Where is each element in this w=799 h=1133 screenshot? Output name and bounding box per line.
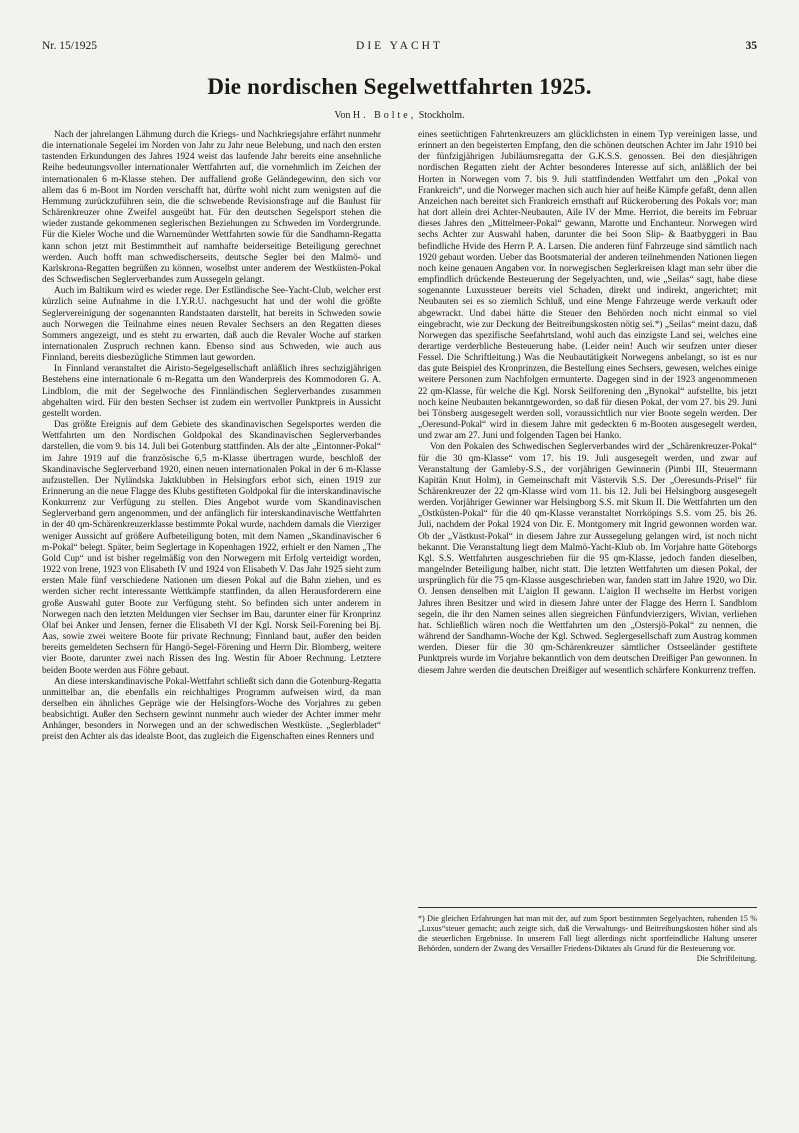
paragraph: eines seetüchtigen Fahrtenkreuzers am glücklichsten in einem Typ vereinigen lasse, und erinnert an den begeisterten Empfang, den die schönen deutschen Achter im Jahr 1910 bei der fünfzigjährigen Jubiläumsregatta der G.K.S.S. genossen. Bei den diesjährigen nordischen Regatten zieht der Achter besonderes Interesse auf sich, anläßlich der bei Horten in Norwegen vom 7. bis 9. Juli stattfindenden Wettfahrt um den „Pokal von Frankreich“, und die Norweger machen sich auch hier auf heiße Kämpfe gefaßt, denn allen Anzeichen nach bereitet sich Frankreich ernsthaft auf Rückeroberung des Pokals vor; man hat dort allein drei Achter-Neubauten, Aile IV der Mme. Herriot, die bereits im Februar dieses Jahres den „Mittelmeer-Pokal“ gewann, Marotte und Enchanteur. Norwegen wird sechs Achter zur Auswahl haben, darunter die bei Soon Slip- & Baatbyggeri in Bau befindliche Hvide des Herrn P. A. Larsen. Die anderen fünf Fahrzeuge sind sämtlich nach 1920 gebaut worden. Ueber das Bootsmaterial der anderen teilnehmenden Nationen liegen noch keine genauen Angaben vor. In norwegischen Seglerkreisen klagt man sehr über die empfindlich drückende Besteuerung der Segelyachten, und, wie „Seilas“ sagt, habe diese sogenannte Luxussteuer bereits viel Schaden, direkt und indirekt, angerichtet; mit Neubauten sei es so ziemlich Schluß, und eine Menge Fahrzeuge werde verkauft oder abgewrackt. Und dabei hätte die Steuer den Behörden noch nicht einmal so viel eingebracht, wie zur Deckung der Beitreibungskosten nötig sei.*) „Seilas“ meint dazu, daß Norwegen das spezifische Seefahrtsland, wohl auch das einzigste Land sei, welches eine derartige verderbliche Besteuerung habe. (Leider nein! Auch wir seufzen unter dieser Fessel. Die Schriftleitung.) Was die Neubautätigkeit Norwegens anbelangt, so ist es nur das gute Beispiel des Kronprinzen, die Bestellung eines Sechsers, gewesen, welches einige weitere Personen zum Nachfolgen ermunterte. Dagegen sind in der 1923 angenommenen 22 qm-Klasse, für welche die Kgl. Norsk Seilforening den „Bynokal“ aufstellte, bis jetzt noch keine Neubauten bekanntgeworden, so daß für diesen Pokal, der vom 27. bis 29. Juni bei Tönsberg ausgesegelt werden soll, voraussichtlich nur vier Boote segeln werden. Der „Oeresund-Pokal“ wird in diesem Jahre mit gedeckten 6 m-Booten ausgesegelt werden, und zwar am 27. Juni und folgenden Tagen bei Hanko. bbox=[418, 130, 757, 442]
paragraph: Von den Pokalen des Schwedischen Seglerverbandes wird der „Schärenkreuzer-Pokal“ für die 30 qm-Klasse“ vom 17. bis 19. Juli ausgesegelt werden, und zwar auf Veranstaltung der Gamleby-S.S., der vorjährigen Gewinnerin (Pimbi III, Steuermann Kapitän Knut Holm), in Gemeinschaft mit Västervik S.S. Der „Oeresunds-Prisel“ für Schärenkreuzer der 22 qm-Klasse wird vom 11. bis 12. Juli bei Helsingborg ausgesegelt werden. Vorjähriger Gewinner war Helsingborg S.S. mit Skum II. Die Wettfahrten um den „Ostküsten-Pokal“ für die 40 qm-Klasse veranstaltet Norrköpings S.S. vom 25. bis 26. Juli, nachdem der Pokal 1924 von Dir. E. Montgomery mit Ingrid gewonnen worden war. Ob der „Västkust-Pokal“ in diesem Jahre zur Aussegelung gelangen wird, ist noch nicht bekannt. Die Veranstaltung liegt dem Malmö-Yacht-Klub ob. Im Vorjahre hatte Göteborgs Kgl. S.S. Wettfahrten ausgeschrieben für die 95 qm-Klasse, jedoch fanden dieselben, mangelnder Beteiligung halber, nicht statt. Die letzten Wettfahrten um diesen Pokal, der ursprünglich für die 75 qm-Klasse ausgeschrieben war, fanden statt im Jahre 1920, wo Dir. O. Jensen denselben mit L'aiglon II gewann. L'aiglon II wechselte im Herbst vorigen Jahres ihren Besitzer und wird in diesem Jahre unter der Flagge des Herrn I. Sandblom segeln, die ihr den Namen seines allen siegreichen Fünfundvierzigers, Wivian, verliehen hat. Schließlich wären noch die Wettfahrten um den „Ostersjö-Pokal“ zu nennen, die während der Sandhamn-Woche der Kgl. Schwed. Seglergesellschaft zum Austrag kommen werden. Dieser für die 30 qm-Schärenkreuzer sämtlicher Ostseeländer gestiftete Punktpreis wurde im Vorjahre bekanntlich von dem deutschen Dreißiger Pan gewonnen. In diesem Jahre werden die deutschen Dreißiger auf wesentlich schärfere Konkurrenz treffen. bbox=[418, 442, 757, 676]
running-header bbox=[42, 40, 757, 56]
paragraph: An diese interskandinavische Pokal-Wettfahrt schließt sich dann die Gotenburg-Regatta unmittelbar an, die ebenfalls ein reichhaltiges Programm aufweisen wird, da man derselben ein ähnliches Gepräge wie der Helsingfors-Woche des Vorjahres zu geben beabsichtigt. Außer den Sechsern gewinnt nunmehr auch wieder der Achter immer mehr Anhänger, besonders in Norwegen und an der schwedischen Westküste. „Seglerbladet“ preist den Achter als das idealste Boot, das zugleich die Eigenschaften eines Renners und bbox=[42, 676, 381, 743]
author-name: H. Bolte, bbox=[352, 110, 417, 121]
right-column bbox=[418, 130, 757, 677]
paragraph: Das größte Ereignis auf dem Gebiete des skandinavischen Segelsportes werden die Wettfahrten um den Nordischen Goldpokal des Skandinavischen Seglerverbandes darstellen, die vom 9. bis 14. Juli bei Gotenburg stattfinden. Als der alte „Eintonner-Pokal“ im Jahre 1919 auf die französische 6,5 m-Klasse übertragen wurde, beschloß der Skandinavische Seglerverband 1920, einen neuen internationalen Pokal in der 6 m-Klasse aufzustellen. Der Nyländska Jaktklubben in Helsingfors erbot sich, einen 1919 zur Erinnerung an die neue Flagge des Klubs gestifteten Goldpokal für die interskandinavische Konkurrenz zur Verfügung zu stellen. Dies Angebot wurde vom Skandinavischen Seglerverband gern angenommen, und der anfänglich für interskandinavische Wettfahrten in der 40 qm-Schärenkreuzerklasse bestimmte Pokal wurde, nachdem damals die Vierziger weniger Aussicht auf größere Aufbeteiligung boten, mit dem Namen „Skandinavischer 6 m-Pokal“ belegt. Später, beim Seglertage in Kopenhagen 1922, erhielt er den Namen „The Gold Cup“ und ist bisher regelmäßig von den Norwegern mit Erfolg verteidigt worden, 1922 von Irene, 1923 von Elisabeth IV und 1924 von Elisabeth V. Das Jahr 1925 sieht zum ersten Male fünf verschiedene Nationen um diesen Pokal auf die Bahn ziehen, und es werden sicher recht interessante Wettkämpfe stattfinden, da allen Herausforderern eine große Auswahl guter Boote zur Verfügung steht. So befinden sich unter anderem in Norwegen nach den letzten Meldungen vier Sechser im Bau, darunter einer für Kronprinz Olaf bei Anker und Jensen, ferner die Elisabeth VI der Kgl. Norsk Seil-Forening bei Bj. Aas, sowie zwei weitere Boote für private Rechnung; Finnland baut, außer den beiden bereits gemeldeten Sechsern für Hangö-Segel-Förening und Herrn Dir. Blomberg, weitere vier Boote, darunter zwei nach Rissen des Ing. Westin für Aboer Rechnung. Letztere beiden Boote werden aus Föhre gebaut. bbox=[42, 420, 381, 676]
article-title: Die nordischen Segelwettfahrten 1925. bbox=[207, 74, 592, 99]
magazine-name: DIE YACHT bbox=[356, 40, 443, 52]
article-byline bbox=[0, 110, 799, 121]
byline-prefix: Von bbox=[334, 110, 351, 121]
paragraph: In Finnland veranstaltet die Airisto-Segelgesellschaft anläßlich ihres sechzigjährigen Bestehens eine internationale 6 m-Regatta um den Wanderpreis des Kommodoren G. A. Lindblom, die mit der Segelwoche des Finnländischen Seglerverbandes zusammen abgehalten wird. Für den besten Sechser ist zudem ein wertvoller Punktpreis in Aussicht gestellt worden. bbox=[42, 364, 381, 419]
paragraph: Auch im Baltikum wird es wieder rege. Der Estländische See-Yacht-Club, welcher erst kürzlich seine Aufnahme in die I.Y.R.U. nachgesucht hat und der wohl die größte Seglervereinigung der sogenannten Randstaaten darstellt, hat bereits in Schweden sowie auch Norwegen die Teilnahme eines neuen Revaler Sechsers an den Regatten dieses Sommers angezeigt, und es steht zu erwarten, daß auch die Revaler Woche auf starken internationalen Zuspruch rechnen kann. Ebenso sind aus Schweden, wie auch aus Finnland, bereits diesbezügliche Stimmen laut geworden. bbox=[42, 286, 381, 364]
author-location: Stockholm. bbox=[418, 110, 465, 121]
issue-number: Nr. 15/1925 bbox=[42, 40, 97, 52]
paragraph: Nach der jahrelangen Lähmung durch die Kriegs- und Nachkriegsjahre erfährt nunmehr die internationale Segelei im Norden von Jahr zu Jahr neue Belebung, und nach den ersten tastenden Erkundungen des Jahres 1924 weist das laufende Jahr bereits eine ansehnliche Reihe bedeutungsvoller internationaler Wettfahrten auf, die vornehmlich im Zeichen der internationalen 6 m-Klasse stehen. Der auffallend große Geländegewinn, den sich vor allem das 6 m-Boot im Norden verschafft hat, dürfte wohl nicht zum wenigsten auf die Hemmung zurückzuführen sein, die die schwebende Revisionsfrage auf die Baulust für Schärenkreuzer ohne Zweifel ausgeübt hat. Für den deutschen Segelsport stehen die wieder zustande gekommenen seglerischen Beziehungen zu Schweden im Vordergrunde. Für die Kieler Woche und die Warnemünder Wettfahrten sowie für die Sandhamn-Regatta kann schon jetzt mit Bestimmtheit auf namhafte beiderseitige Beteiligung gerechnet werden. Auch hofft man schwedischerseits, deutsche Segler bei den Malmö- und Karlskrona-Regatten begrüßen zu können, woselbst unter anderem der Westküsten-Pokal des Schwedischen Seglerverbandes zum Aussegeln gelangt. bbox=[42, 130, 381, 286]
left-column bbox=[42, 130, 381, 744]
page-number: 35 bbox=[745, 40, 757, 52]
footnote bbox=[418, 907, 757, 964]
footnote-signature: Die Schriftleitung. bbox=[696, 954, 757, 964]
footnote-text: *) Die gleichen Erfahrungen hat man mit der, auf zum Sport bestimmten Segelyachten, ruhenden 15 % „Luxus“steuer gemacht; auch zeigte sich, daß die Verwaltungs- und Beitreibungskosten höher sind als die steuerlichen Ergebnisse. In unserem Fall liegt allerdings nicht sportfeindliche Haltung unserer Behörden, sondern der Zwang des Versailler Friedens-Diktates als Grund für die Besteuerung vor. bbox=[418, 914, 757, 954]
